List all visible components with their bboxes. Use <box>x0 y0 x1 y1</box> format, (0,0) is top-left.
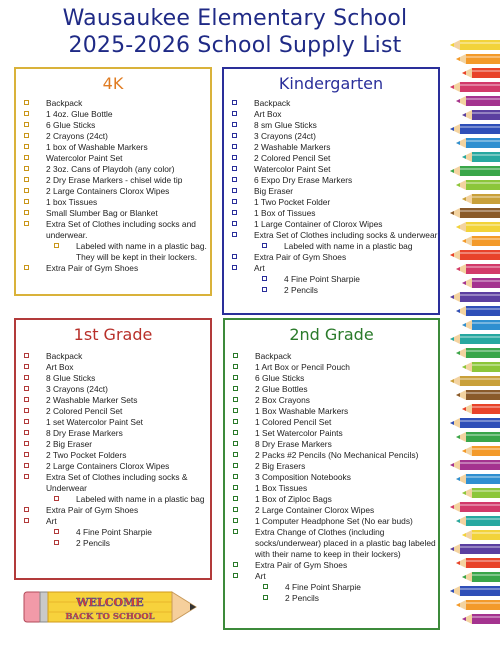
list-subitem: 2 Pencils <box>16 538 210 549</box>
colored-pencil <box>462 488 500 498</box>
section-title-2nd-grade: 2nd Grade <box>289 325 374 344</box>
list-item: 3 Crayons (24ct) <box>224 131 438 142</box>
list-item: 2 Large Containers Clorox Wipes <box>16 186 210 197</box>
colored-pencil <box>462 152 500 162</box>
list-item: 3 Composition Notebooks <box>225 472 438 483</box>
list-item: 2 Colored Pencil Set <box>224 153 438 164</box>
list-item: 1 set Watercolor Paint Set <box>16 417 210 428</box>
colored-pencil <box>462 614 500 624</box>
list-item: 1 4oz. Glue Bottle <box>16 109 210 120</box>
list-item: Small Slumber Bag or Blanket <box>16 208 210 219</box>
list-item: Backpack <box>225 351 438 362</box>
supply-list-4k <box>16 98 210 274</box>
list-item: Watercolor Paint Set <box>224 164 438 175</box>
list-item: 2 Dry Erase Markers - chisel wide tip <box>16 175 210 186</box>
list-item: 1 Large Container of Clorox Wipes <box>224 219 438 230</box>
colored-pencil <box>462 110 500 120</box>
list-item: 2 3oz. Cans of Playdoh (any color) <box>16 164 210 175</box>
list-item: 2 Big Eraser <box>16 439 210 450</box>
list-item: 2 Large Containers Clorox Wipes <box>16 461 210 472</box>
list-item: 6 Glue Sticks <box>16 120 210 131</box>
list-subitem: 4 Fine Point Sharpie <box>16 527 210 538</box>
list-subitem: 4 Fine Point Sharpie <box>225 582 438 593</box>
list-item: Backpack <box>224 98 438 109</box>
colored-pencil <box>462 530 500 540</box>
list-item: 1 Box Tissues <box>225 483 438 494</box>
colored-pencil <box>456 96 500 106</box>
list-item: Art <box>16 516 210 527</box>
list-item: Extra Pair of Gym Shoes <box>224 252 438 263</box>
list-item: 2 Big Erasers <box>225 461 438 472</box>
list-item: 1 Art Box or Pencil Pouch <box>225 362 438 373</box>
colored-pencil <box>462 278 500 288</box>
colored-pencil <box>450 502 500 512</box>
colored-pencil <box>456 264 500 274</box>
section-4k <box>14 67 212 296</box>
colored-pencil <box>450 544 500 554</box>
section-title-1st-grade: 1st Grade <box>73 325 153 344</box>
colored-pencil <box>462 446 500 456</box>
colored-pencil <box>462 194 500 204</box>
list-subitem: 2 Pencils <box>225 593 438 604</box>
list-item: Art <box>224 263 438 274</box>
list-item: 8 Glue Sticks <box>16 373 210 384</box>
list-subitem: 4 Fine Point Sharpie <box>224 274 438 285</box>
list-item: 6 Glue Sticks <box>225 373 438 384</box>
colored-pencil <box>450 292 500 302</box>
section-2nd-grade <box>223 318 440 630</box>
section-title-4k: 4K <box>102 74 124 93</box>
supply-list-kindergarten <box>224 98 438 296</box>
colored-pencil <box>450 124 500 134</box>
page-title-line1: Wausaukee Elementary School <box>62 6 408 31</box>
list-item: 8 sm Glue Sticks <box>224 120 438 131</box>
list-item: Art Box <box>16 362 210 373</box>
list-item: 2 Colored Pencil Set <box>16 406 210 417</box>
list-item: 6 Expo Dry Erase Markers <box>224 175 438 186</box>
banner-back-to-school-text: BACK TO SCHOOL <box>65 612 155 622</box>
list-item: 2 Large Container Clorox Wipes <box>225 505 438 516</box>
colored-pencil <box>456 558 500 568</box>
welcome-pencil-banner <box>20 586 206 630</box>
list-item: 2 Washable Marker Sets <box>16 395 210 406</box>
colored-pencil <box>450 334 500 344</box>
list-item: Extra Set of Clothes including socks and underwear. <box>16 219 210 241</box>
list-item: Extra Set of Clothes including socks & underwear <box>224 230 438 241</box>
colored-pencil <box>456 222 500 232</box>
list-item: 3 Crayons (24ct) <box>16 384 210 395</box>
list-item: 2 Washable Markers <box>224 142 438 153</box>
colored-pencil <box>456 180 500 190</box>
colored-pencil <box>456 474 500 484</box>
list-item: Big Eraser <box>224 186 438 197</box>
colored-pencil <box>450 586 500 596</box>
list-item: 1 Box of Tissues <box>224 208 438 219</box>
list-item: 1 Set Watercolor Paints <box>225 428 438 439</box>
colored-pencil <box>456 138 500 148</box>
colored-pencil <box>462 236 500 246</box>
colored-pencil <box>456 432 500 442</box>
colored-pencil <box>450 208 500 218</box>
list-item: Extra Change of Clothes (including socks/underwear) placed in a plastic bag labeled with their name to keep in their lockers) <box>225 527 438 560</box>
list-item: Extra Pair of Gym Shoes <box>16 505 210 516</box>
colored-pencil <box>462 68 500 78</box>
list-item: Art <box>225 571 438 582</box>
section-title-kindergarten: Kindergarten <box>278 74 384 93</box>
colored-pencil <box>456 390 500 400</box>
list-item: 1 Computer Headphone Set (No ear buds) <box>225 516 438 527</box>
list-item: 2 Glue Bottles <box>225 384 438 395</box>
list-item: 1 box Tissues <box>16 197 210 208</box>
colored-pencil <box>456 54 500 64</box>
list-subitem: 2 Pencils <box>224 285 438 296</box>
colored-pencil <box>456 348 500 358</box>
list-item: 1 Colored Pencil Set <box>225 417 438 428</box>
list-item: 8 Dry Erase Markers <box>225 439 438 450</box>
colored-pencil <box>450 250 500 260</box>
colored-pencil <box>456 306 500 316</box>
colored-pencil <box>456 516 500 526</box>
section-1st-grade <box>14 318 212 580</box>
list-item: 1 Box of Ziploc Bags <box>225 494 438 505</box>
colored-pencil <box>450 418 500 428</box>
list-item: Art Box <box>224 109 438 120</box>
list-item: 8 Dry Erase Markers <box>16 428 210 439</box>
colored-pencil <box>450 376 500 386</box>
list-item: Backpack <box>16 98 210 109</box>
list-item: Extra Pair of Gym Shoes <box>225 560 438 571</box>
page-title-line2: 2025-2026 School Supply List <box>68 33 402 58</box>
list-item: 1 Two Pocket Folder <box>224 197 438 208</box>
list-item: 2 Crayons (24ct) <box>16 131 210 142</box>
colored-pencil <box>450 460 500 470</box>
colored-pencil <box>462 572 500 582</box>
list-item: Extra Pair of Gym Shoes <box>16 263 210 274</box>
list-item: Watercolor Paint Set <box>16 153 210 164</box>
list-item: 1 Box Washable Markers <box>225 406 438 417</box>
banner-welcome-text: WELCOME <box>76 596 144 609</box>
section-kindergarten <box>222 67 440 315</box>
list-item: Extra Set of Clothes including socks & Underwear <box>16 472 210 494</box>
colored-pencil <box>456 600 500 610</box>
supply-list-1st-grade <box>16 351 210 549</box>
colored-pencil <box>462 404 500 414</box>
list-item: Backpack <box>16 351 210 362</box>
list-subitem: Labeled with name in a plastic bag <box>224 241 438 252</box>
colored-pencils-decoration <box>436 40 500 630</box>
list-item: 2 Box Crayons <box>225 395 438 406</box>
colored-pencil <box>462 362 500 372</box>
list-item: 2 Two Pocket Folders <box>16 450 210 461</box>
list-subitem: Labeled with name in a plastic bag <box>16 494 210 505</box>
list-item: 1 box of Washable Markers <box>16 142 210 153</box>
colored-pencil <box>450 40 500 50</box>
list-subitem: Labeled with name in a plastic bag. They will be kept in their lockers. <box>16 241 210 263</box>
colored-pencil <box>450 166 500 176</box>
colored-pencil <box>462 320 500 330</box>
supply-list-2nd-grade <box>225 351 438 604</box>
colored-pencil <box>450 82 500 92</box>
list-item: 2 Packs #2 Pencils (No Mechanical Pencils) <box>225 450 438 461</box>
